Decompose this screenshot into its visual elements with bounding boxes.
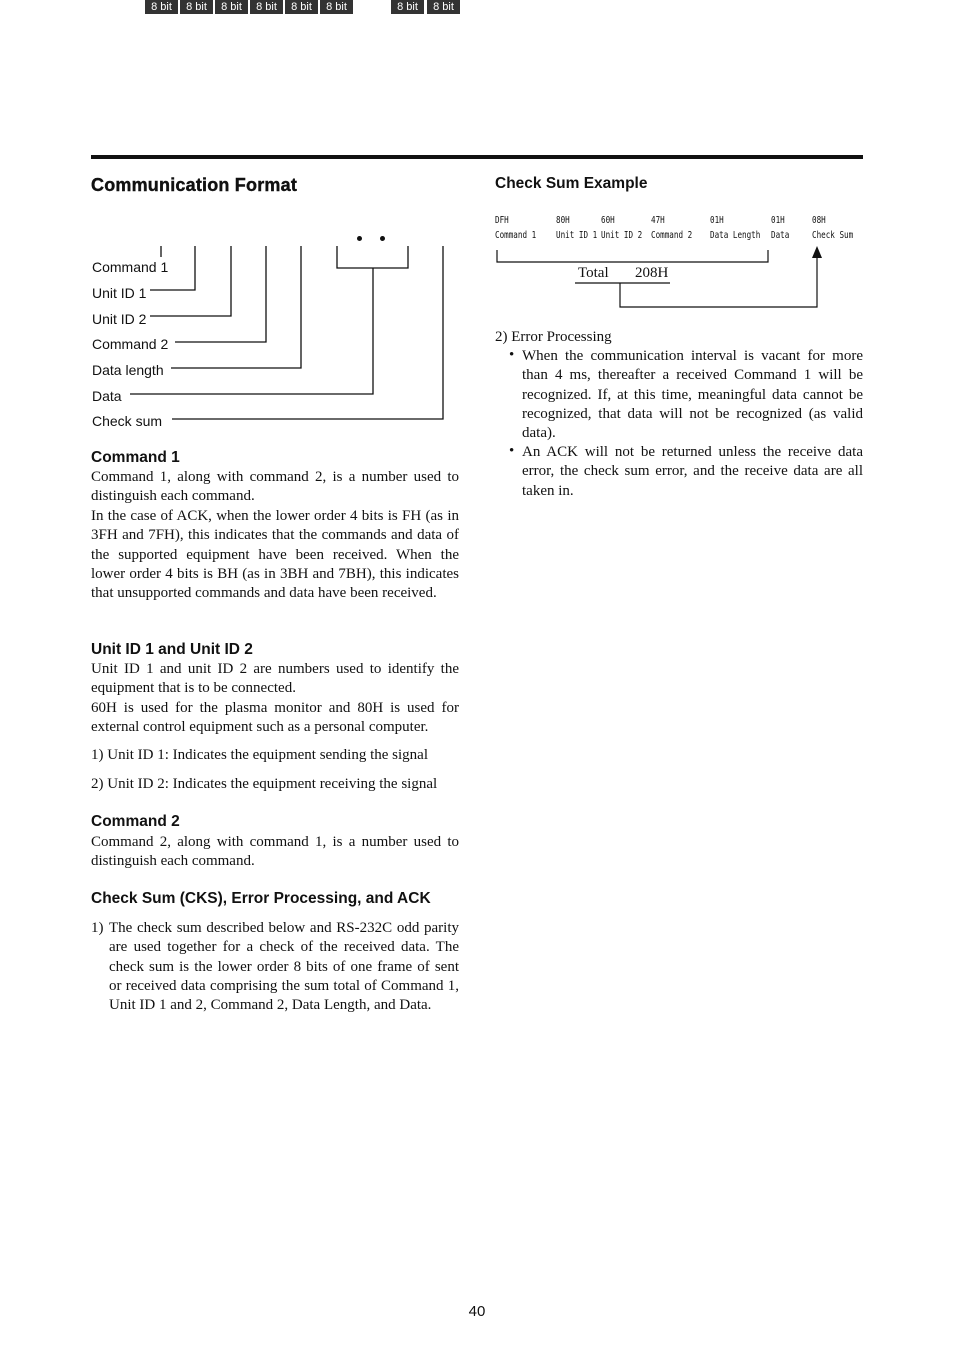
cs-value-command-2: 47H	[651, 215, 665, 226]
unit-id-paragraph-2: 60H is used for the plasma monitor and 80H is used for external control equipment such as a personal computer.	[91, 700, 459, 736]
bit-box-data-last: 8 bit	[391, 0, 424, 14]
cs-value-check-sum: 08H	[812, 215, 826, 226]
bit-box-unit-id-2: 8 bit	[215, 0, 248, 14]
unit-id-paragraph-1: Unit ID 1 and unit ID 2 are numbers used to identify the equipment that is to be connected.	[91, 661, 459, 697]
section-title-command-2: Command 2	[91, 813, 180, 830]
command-2-paragraph: Command 2, along with command 1, is a number used to distinguish each command.	[91, 834, 459, 870]
bit-box-command-1: 8 bit	[145, 0, 178, 14]
unit-id-item-2: 2) Unit ID 2: Indicates the equipment receiving the signal	[91, 776, 438, 792]
check-sum-item-number: 1)	[91, 920, 104, 936]
arrow-up-icon	[812, 246, 822, 258]
cs-value-data-length: 01H	[710, 215, 724, 226]
bit-box-unit-id-1: 8 bit	[180, 0, 213, 14]
cs-value-data: 01H	[771, 215, 785, 226]
field-label-data: Data	[92, 388, 122, 404]
unit-id-item-1: 1) Unit ID 1: Indicates the equipment sending the signal	[91, 747, 429, 763]
section-title-check-sum: Check Sum (CKS), Error Processing, and ACK	[91, 890, 431, 907]
error-bullet-2-text: An ACK will not be returned unless the receive data error, the check sum error, and the receive data are all taken in.	[522, 444, 863, 499]
bit-box-data-first: 8 bit	[320, 0, 353, 14]
bit-box-check-sum: 8 bit	[427, 0, 460, 14]
cs-name-check-sum: Check Sum	[812, 230, 854, 241]
cs-name-command-2: Command 2	[651, 230, 693, 241]
page-heading: Communication Format	[91, 175, 298, 195]
check-sum-paragraph: The check sum described below and RS-232C odd parity are used together for a check of the received data. The check sum is the lower order 8 bits of one frame of sent or received data comprising the sum total of Command 1, Unit ID 1 and 2, Command 2, Data Length, and Data.	[109, 920, 459, 1014]
total-label: Total	[578, 265, 609, 281]
section-title-unit-id: Unit ID 1 and Unit ID 2	[91, 641, 253, 658]
field-label-unit-id-1: Unit ID 1	[92, 285, 147, 301]
field-label-check-sum: Check sum	[92, 413, 163, 429]
bullet-icon: •	[509, 443, 515, 459]
cs-value-unit-id-2: 60H	[601, 215, 615, 226]
bullet-icon: •	[509, 347, 515, 363]
cs-value-command-1: DFH	[495, 215, 509, 226]
section-title-command-1: Command 1	[91, 449, 180, 466]
cs-name-data: Data	[771, 230, 790, 241]
cs-name-unit-id-1: Unit ID 1	[556, 230, 598, 241]
section-title-check-sum-example: Check Sum Example	[495, 175, 648, 192]
command-1-paragraph-1: Command 1, along with command 2, is a number used to distinguish each command.	[91, 469, 459, 505]
command-1-paragraph-2: In the case of ACK, when the lower order 4 bits is FH (as in 3FH and 7FH), this indicates that the commands and data of the supported equipment have been received. When the lower order 4 bits is BH (as in 3BH and 7BH), this indicates that unsupported commands and data have been received.	[91, 508, 459, 602]
field-label-command-2: Command 2	[92, 336, 169, 352]
page-number: 40	[468, 1303, 486, 1320]
bit-box-command-2: 8 bit	[250, 0, 283, 14]
field-label-data-length: Data length	[92, 362, 164, 378]
error-processing-title: 2) Error Processing	[495, 329, 612, 345]
cs-name-command-1: Command 1	[495, 230, 537, 241]
field-label-command-1: Command 1	[92, 259, 169, 275]
cs-name-unit-id-2: Unit ID 2	[601, 230, 643, 241]
bit-box-data-length: 8 bit	[285, 0, 318, 14]
error-bullet-1-text: When the communication interval is vacant for more than 4 ms, thereafter a received Command 1 will be recognized. If, at this time, meaningful data cannot be recognized, that data will not be recognized (as valid data).	[522, 348, 863, 442]
cs-name-data-length: Data Length	[710, 230, 761, 241]
field-label-unit-id-2: Unit ID 2	[92, 311, 147, 327]
total-value: 208H	[635, 265, 669, 281]
cs-value-unit-id-1: 80H	[556, 215, 570, 226]
